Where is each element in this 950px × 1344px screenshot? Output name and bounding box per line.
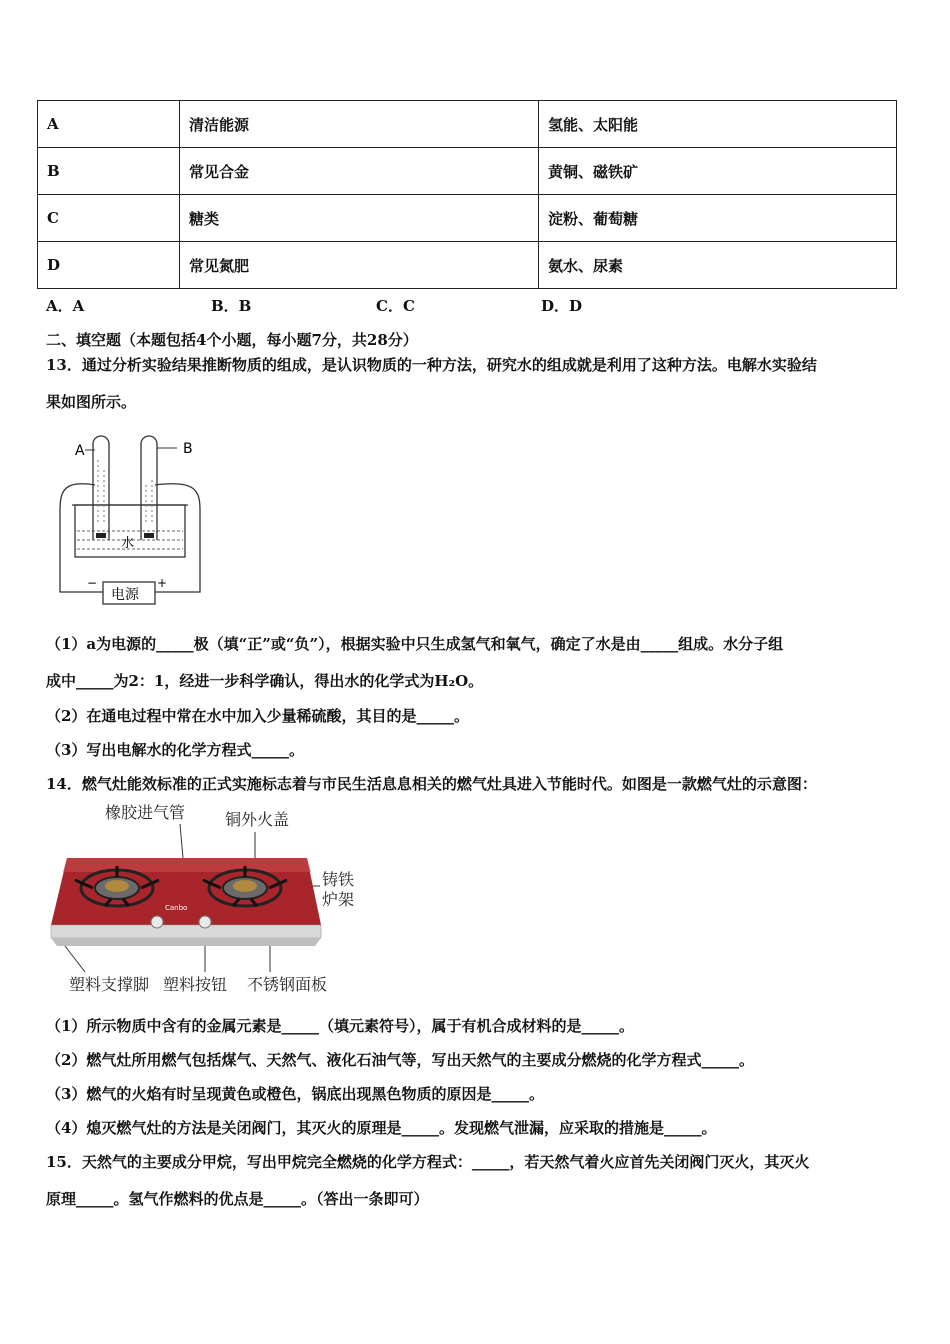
answer-choices [46,295,582,316]
label-a: A [75,443,85,459]
row-key: B [38,148,180,195]
iron-rack-label-1: 铸铁 [322,870,355,889]
table-row [38,195,897,242]
table-row [38,148,897,195]
brand-logo: Canbo [165,904,188,912]
rubber-pipe-label: 橡胶进气管 [105,803,186,822]
q15-line2: 原理_____。氢气作燃料的优点是_____。（答出一条即可） [46,1190,429,1208]
copper-cover-label: 铜外火盖 [225,810,290,829]
iron-rack-label-2: 炉架 [322,890,355,909]
electrolysis-diagram [55,430,215,610]
row-category: 常见氮肥 [180,242,539,289]
row-key: D [38,242,180,289]
gas-stove-diagram [45,800,365,1000]
label-b: B [183,441,193,457]
plastic-feet-label: 塑料支撑脚 [69,975,150,994]
q14-stem: 14．燃气灶能效标准的正式实施标志着与市民生活息息相关的燃气灶具进入节能时代。如图是一款燃气灶的示意图： [46,775,817,793]
q14-sub3: （3）燃气的火焰有时呈现黄色或橙色，锅底出现黑色物质的原因是_____。 [46,1085,544,1103]
q13-sub2: （2）在通电过程中常在水中加入少量稀硫酸，其目的是_____。 [46,707,469,725]
row-category: 常见合金 [180,148,539,195]
row-category: 糖类 [180,195,539,242]
row-examples: 氢能、太阳能 [539,101,897,148]
q14-sub4: （4）熄灭燃气灶的方法是关闭阀门，其灭火的原理是_____。发现燃气泄漏，应采取的措施是_____。 [46,1119,717,1137]
choice-c[interactable]: C．C [376,297,415,315]
q15-line1: 15．天然气的主要成分甲烷，写出甲烷完全燃烧的化学方程式：_____，若天然气着火应首先关闭阀门灭火，其灭火 [46,1153,810,1171]
q13-sub1-line2: 成中_____为2：1，经进一步科学确认，得出水的化学式为H₂O。 [46,672,484,690]
row-examples: 淀粉、葡萄糖 [539,195,897,242]
water-label: 水 [121,536,135,551]
row-category: 清洁能源 [180,101,539,148]
steel-panel-label: 不锈钢面板 [247,975,328,994]
q13-sub1-line1: （1）a为电源的_____极（填“正”或“负”），根据实验中只生成氢气和氧气，确定了水是由_____组成。水分子组 [46,635,784,653]
row-key: C [38,195,180,242]
q14-sub2: （2）燃气灶所用燃气包括煤气、天然气、液化石油气等，写出天然气的主要成分燃烧的化学方程式_____。 [46,1051,754,1069]
row-examples: 黄铜、磁铁矿 [539,148,897,195]
choice-d[interactable]: D．D [541,297,583,315]
table-row [38,101,897,148]
row-key: A [38,101,180,148]
power-label: 电源 [111,587,139,603]
minus-sign: − [87,576,98,590]
options-table [37,100,897,289]
plastic-knob-label: 塑料按钮 [163,975,228,994]
table-row [38,242,897,289]
q13-sub3: （3）写出电解水的化学方程式_____。 [46,741,304,759]
q13-stem-line1: 13．通过分析实验结果推断物质的组成，是认识物质的一种方法，研究水的组成就是利用了这种方法。电解水实验结 [46,356,817,374]
q13-stem-line2: 果如图所示。 [46,393,137,411]
choice-a[interactable]: A．A [46,297,85,315]
section-heading: 二、填空题（本题包括4个小题，每小题7分，共28分） [46,331,418,349]
choice-b[interactable]: B．B [211,297,252,315]
q14-sub1: （1）所示物质中含有的金属元素是_____（填元素符号），属于有机合成材料的是_____。 [46,1017,634,1035]
plus-sign: + [157,576,168,590]
row-examples: 氨水、尿素 [539,242,897,289]
